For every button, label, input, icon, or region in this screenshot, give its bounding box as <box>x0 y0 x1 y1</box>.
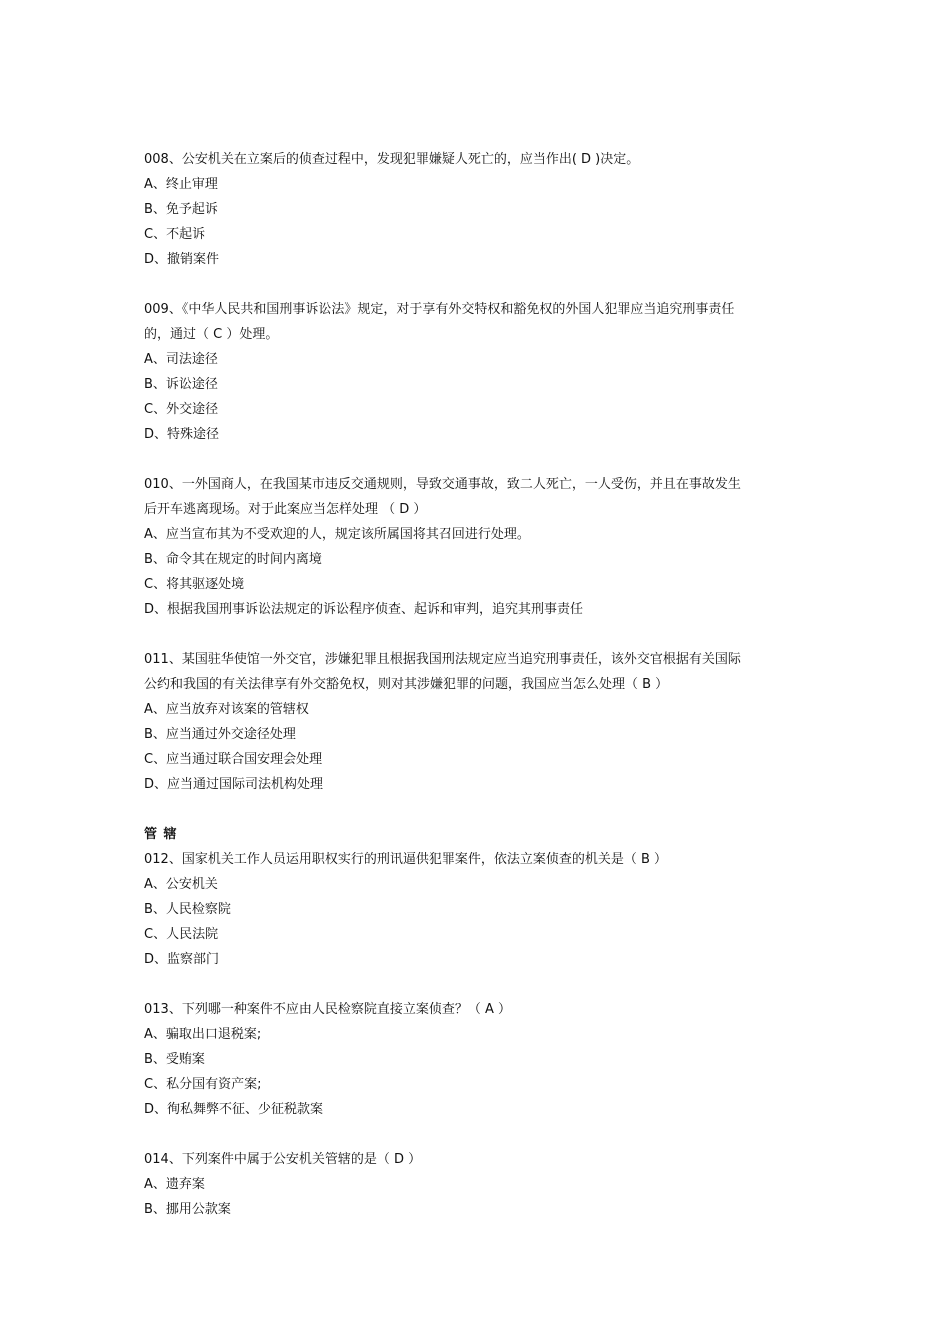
spacer <box>144 797 814 822</box>
option-b: B、命令其在规定的时间内离境 <box>144 552 322 567</box>
option-a: A、骗取出口退税案; <box>144 1027 262 1042</box>
question-stem-continued: 的，通过（ C ）处理。 <box>144 327 279 342</box>
option-b: B、免予起诉 <box>144 202 218 217</box>
spacer <box>144 447 814 472</box>
spacer <box>144 972 814 997</box>
question-013 <box>144 997 814 1122</box>
question-011 <box>144 647 814 797</box>
option-a: A、终止审理 <box>144 177 218 192</box>
question-stem: 013、下列哪一种案件不应由人民检察院直接立案侦查？（ A ） <box>144 1002 511 1017</box>
question-stem-continued: 后开车逃离现场。对于此案应当怎样处理 （ D ） <box>144 502 427 517</box>
option-c: C、应当通过联合国安理会处理 <box>144 752 323 767</box>
question-list <box>144 147 814 1222</box>
option-c: C、私分国有资产案; <box>144 1077 262 1092</box>
question-008 <box>144 147 814 272</box>
option-d: D、徇私舞弊不征、少征税款案 <box>144 1102 324 1117</box>
option-d: D、监察部门 <box>144 952 220 967</box>
section-heading: 管 辖 <box>144 827 178 842</box>
question-stem: 011、某国驻华使馆一外交官，涉嫌犯罪且根据我国刑法规定应当追究刑事责任，该外交官根据有关国际 <box>144 652 741 667</box>
option-b: B、受贿案 <box>144 1052 205 1067</box>
option-a: A、司法途径 <box>144 352 218 367</box>
option-a: A、公安机关 <box>144 877 218 892</box>
spacer <box>144 1122 814 1147</box>
option-a: A、应当放弃对该案的管辖权 <box>144 702 309 717</box>
option-d: D、根据我国刑事诉讼法规定的诉讼程序侦查、起诉和审判，追究其刑事责任 <box>144 602 584 617</box>
option-c: C、外交途径 <box>144 402 219 417</box>
option-c: C、人民法院 <box>144 927 219 942</box>
question-012 <box>144 847 814 972</box>
question-stem: 008、公安机关在立案后的侦查过程中，发现犯罪嫌疑人死亡的，应当作出( D )决定。 <box>144 152 640 167</box>
option-c: C、不起诉 <box>144 227 206 242</box>
option-d: D、应当通过国际司法机构处理 <box>144 777 324 792</box>
question-stem: 010、一外国商人，在我国某市违反交通规则，导致交通事故，致二人死亡，一人受伤，并且在事故发生 <box>144 477 741 492</box>
option-d: D、特殊途径 <box>144 427 220 442</box>
question-009 <box>144 297 814 447</box>
option-b: B、应当通过外交途径处理 <box>144 727 296 742</box>
question-stem: 012、国家机关工作人员运用职权实行的刑讯逼供犯罪案件，依法立案侦查的机关是（ B ） <box>144 852 667 867</box>
question-014 <box>144 1147 814 1222</box>
option-b: B、诉讼途径 <box>144 377 218 392</box>
spacer <box>144 622 814 647</box>
option-a: A、应当宣布其为不受欢迎的人，规定该所属国将其召回进行处理。 <box>144 527 530 542</box>
option-b: B、人民检察院 <box>144 902 231 917</box>
option-d: D、撤销案件 <box>144 252 220 267</box>
option-b: B、挪用公款案 <box>144 1202 231 1217</box>
question-010 <box>144 472 814 622</box>
option-c: C、将其驱逐处境 <box>144 577 245 592</box>
spacer <box>144 272 814 297</box>
question-stem-continued: 公约和我国的有关法律享有外交豁免权，则对其涉嫌犯罪的问题，我国应当怎么处理（ B ） <box>144 677 669 692</box>
option-a: A、遗弃案 <box>144 1177 205 1192</box>
question-stem: 014、下列案件中属于公安机关管辖的是（ D ） <box>144 1152 422 1167</box>
question-stem: 009、《中华人民共和国刑事诉讼法》规定，对于享有外交特权和豁免权的外国人犯罪应当追究刑事责任 <box>144 302 735 317</box>
